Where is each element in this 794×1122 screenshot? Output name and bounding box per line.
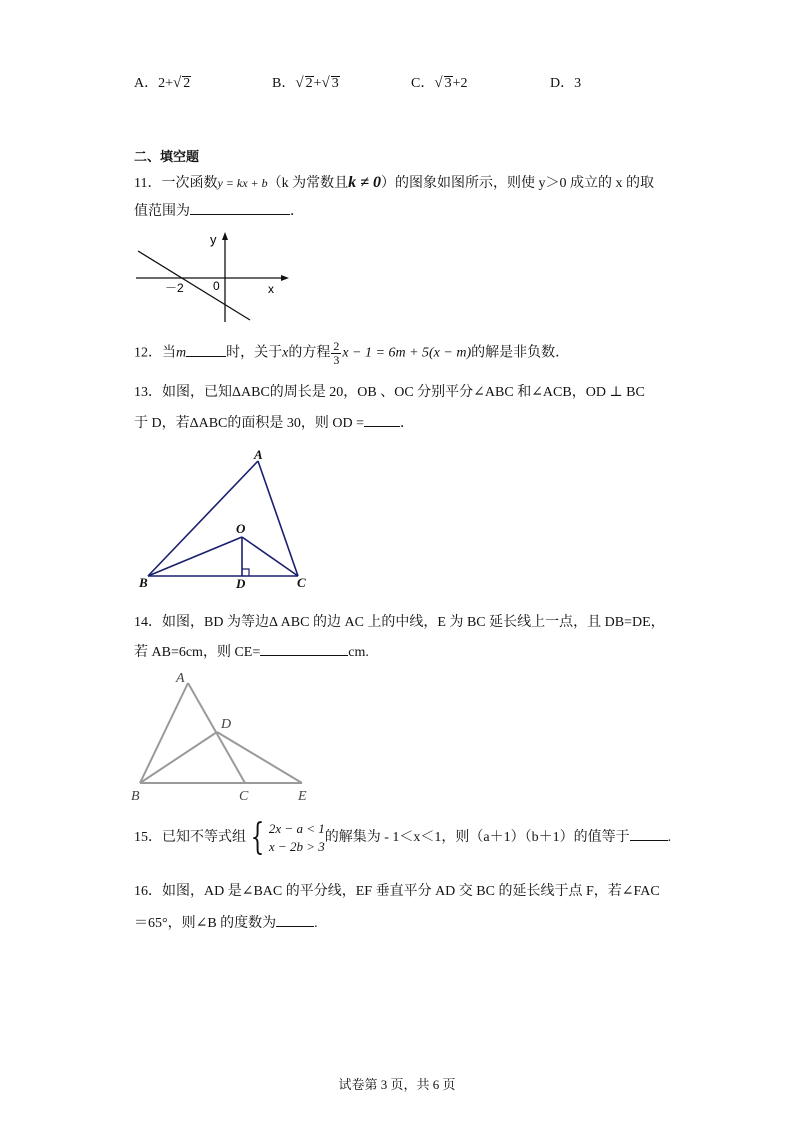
inequality-2: x − 2b > 3: [268, 839, 325, 854]
section-title: 二、填空题: [134, 150, 200, 165]
choice-d-label: D．: [550, 76, 575, 91]
choice-b-label: B．: [272, 76, 296, 91]
choice-a-label: A．: [134, 76, 159, 91]
q15-prefix: 15．已知不等式组: [134, 830, 246, 846]
q11-tail: ）的图象如图所示，则使 y＞0 成立的 x 的取: [380, 176, 654, 191]
q12-prefix: 12．当: [134, 345, 176, 361]
sqrt-icon: √: [173, 75, 182, 91]
q11-end: ．: [290, 204, 304, 219]
choice-c-label: C．: [411, 76, 435, 91]
q12-frac-den: 3: [333, 353, 340, 367]
q11-condition: k ≠ 0: [348, 174, 381, 191]
q15-line: [134, 817, 672, 858]
choice-b-plus: +: [313, 76, 322, 91]
inequality-system: [269, 820, 325, 856]
choice-a-prefix: 2+: [158, 76, 174, 91]
sqrt-icon: √: [321, 75, 330, 91]
q13-line1: 13．如图，已知ΔABC的周长是 20，OB 、OC 分别平分∠ABC 和∠ACB，OD ⊥ BC: [134, 385, 645, 400]
q11-line2-text: 值范围为: [134, 204, 190, 219]
q13-end: ．: [400, 416, 415, 431]
label-d: D: [236, 576, 246, 591]
q16-line2-text: ＝65°，则∠B 的度数为: [134, 916, 277, 931]
choice-b-radicand-1: 2: [305, 76, 313, 91]
label-e: E: [298, 789, 307, 804]
page-footer: 试卷第 3 页，共 6 页: [338, 1077, 456, 1092]
origin-label: 0: [213, 279, 220, 293]
choice-d-value: 3: [574, 76, 582, 91]
sqrt-icon: √: [295, 75, 304, 91]
q15-end: .: [667, 830, 672, 846]
q11-text: （k 为常数且: [267, 176, 349, 191]
q12-mid2: 的方程: [288, 345, 331, 361]
label-b: B: [131, 789, 140, 804]
q12-mid: 时，关于: [226, 345, 283, 361]
label-a: A: [176, 671, 185, 686]
q13-line2-text: 于 D，若ΔABC的面积是 30，则 OD =: [134, 416, 365, 431]
choice-a-radicand: 2: [183, 76, 191, 91]
x-label: x: [268, 282, 274, 296]
q12-var-m: m: [176, 345, 187, 361]
label-d: D: [221, 717, 232, 732]
choice-c-radicand: 3: [444, 76, 452, 91]
label-b: B: [139, 575, 148, 590]
q15-mid: 的解集为 - 1＜x＜1，则（a＋1）（b＋1）的值等于: [324, 830, 630, 846]
choice-b-radicand-2: 3: [331, 76, 339, 91]
brace-icon: {: [250, 817, 265, 858]
q12-var-x: x: [282, 345, 289, 361]
label-a: A: [254, 447, 263, 462]
q16-line2: [134, 912, 318, 932]
inequality-1: 2x − a < 1: [268, 821, 325, 836]
label-c: C: [297, 575, 306, 590]
q16-end: .: [314, 916, 318, 931]
q12-equation: x − 1 = 6m + 5(x − m): [342, 345, 472, 361]
y-label: y: [210, 232, 217, 247]
sqrt-icon: √: [434, 75, 443, 91]
q15-answer-blank: [630, 826, 668, 841]
intercept-label: －2: [165, 281, 184, 295]
q12-frac-num: 2: [333, 339, 340, 353]
q14-line1: 14．如图，BD 为等边Δ ABC 的边 AC 上的中线，E 为 BC 延长线上一点，且 DB=DE，: [134, 615, 665, 630]
q14-line2-text: 若 AB=6cm，则 CE=: [134, 645, 261, 660]
q12-tail: 的解是非负数．: [471, 345, 570, 361]
q11-function: y = kx + b: [217, 176, 268, 190]
label-c: C: [239, 789, 249, 804]
q14-end: cm.: [348, 645, 369, 660]
choice-c-suffix: +2: [452, 76, 468, 91]
label-o: O: [236, 521, 246, 536]
q16-answer-blank: [276, 912, 314, 927]
q11-number: 11．一次函数: [134, 176, 218, 191]
q16-line1: 16．如图，AD 是∠BAC 的平分线，EF 垂直平分 AD 交 BC 的延长线于点 F，若∠FAC: [134, 884, 660, 899]
